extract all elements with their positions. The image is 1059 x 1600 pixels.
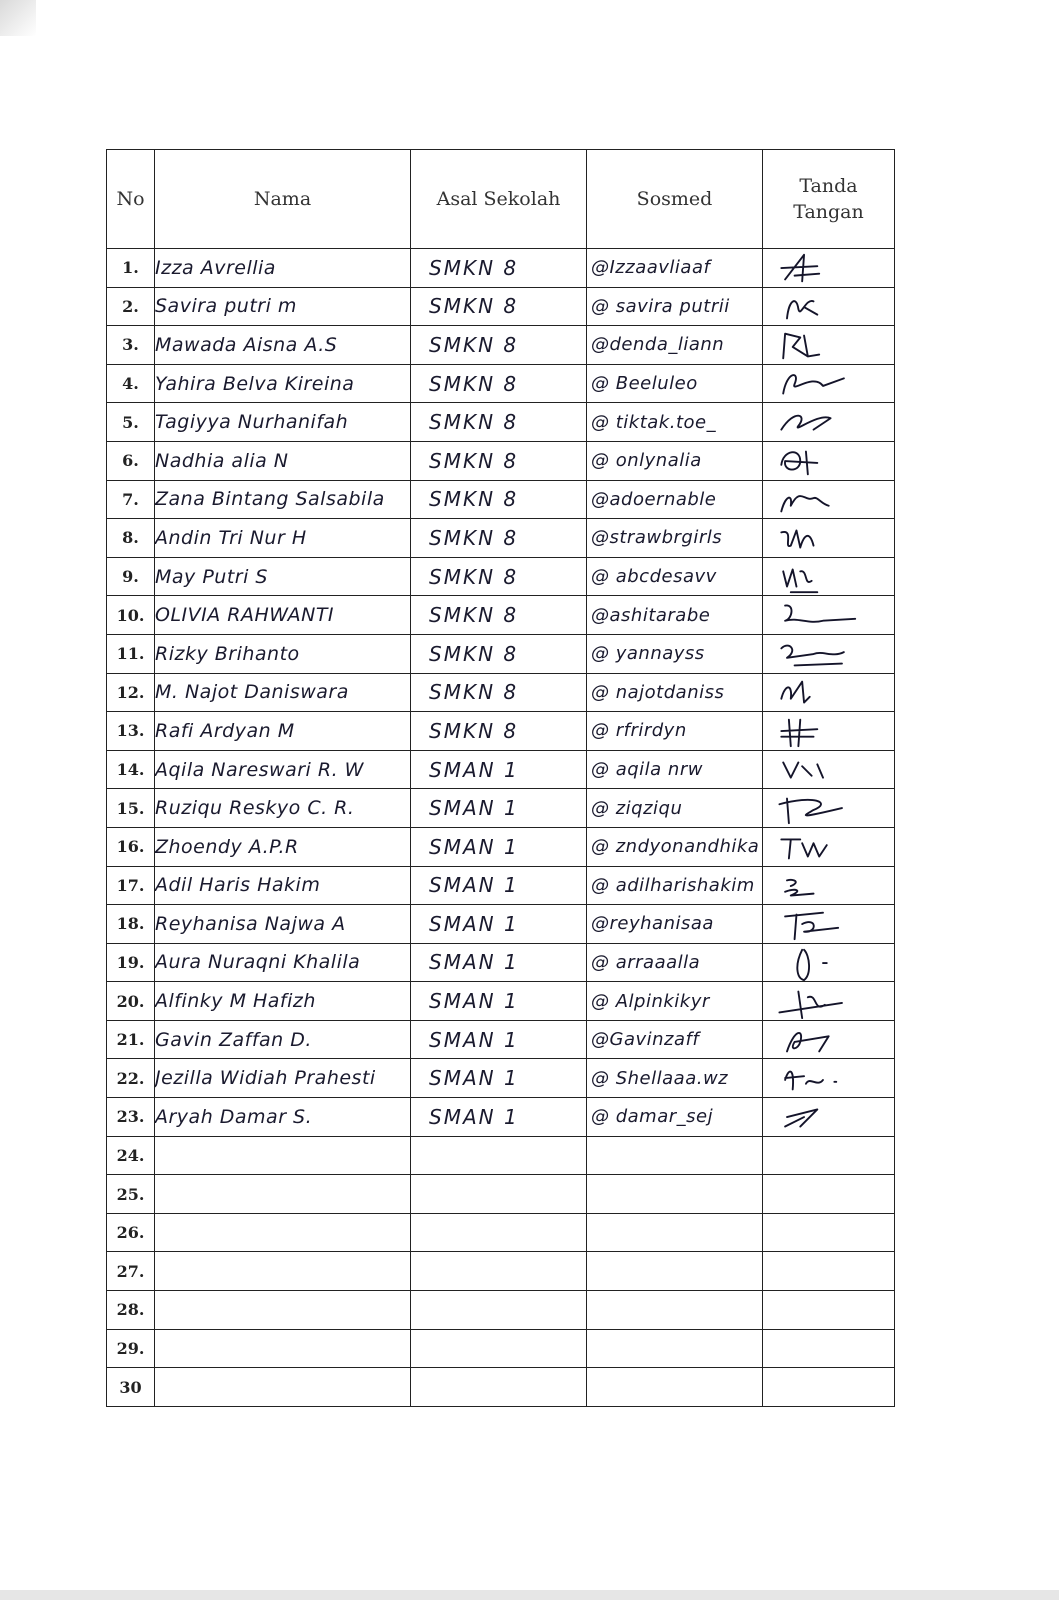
- tanda-tangan-cell: [763, 480, 895, 519]
- row-number: 22.: [107, 1059, 155, 1098]
- table-row: [107, 1020, 895, 1059]
- sosmed-cell: @ Alpinkikyr: [587, 982, 763, 1021]
- tanda-tangan-cell: [763, 905, 895, 944]
- tanda-tangan-cell: [763, 287, 895, 326]
- table-body: [107, 249, 895, 1407]
- sosmed-cell: @ ziqziqu: [587, 789, 763, 828]
- table-row: [107, 1291, 895, 1330]
- asal-sekolah-cell: SMKN 8: [411, 519, 587, 558]
- sosmed-cell: [587, 1213, 763, 1252]
- tanda-tangan-cell: [763, 982, 895, 1021]
- asal-sekolah-cell: SMAN 1: [411, 982, 587, 1021]
- handwritten-signature: [773, 637, 873, 673]
- row-number: 2.: [107, 287, 155, 326]
- sosmed-cell: @ najotdaniss: [587, 673, 763, 712]
- table-row: [107, 1213, 895, 1252]
- handwritten-signature: [773, 598, 873, 634]
- header-row: [107, 150, 895, 249]
- sosmed-cell: @ zndyonandhika: [587, 827, 763, 866]
- handwritten-signature: [773, 367, 873, 403]
- page-corner-shadow: [0, 0, 36, 36]
- nama-cell: Savira putri m: [155, 287, 411, 326]
- asal-sekolah-cell: SMKN 8: [411, 634, 587, 673]
- nama-cell: Tagiyya Nurhanifah: [155, 403, 411, 442]
- nama-cell: Aura Nuraqni Khalila: [155, 943, 411, 982]
- table-row: [107, 1136, 895, 1175]
- sosmed-cell: [587, 1136, 763, 1175]
- table-row: [107, 249, 895, 288]
- table-row: [107, 634, 895, 673]
- handwritten-signature: [773, 869, 873, 905]
- asal-sekolah-cell: [411, 1136, 587, 1175]
- header-nama: Nama: [155, 150, 411, 249]
- sosmed-cell: @ damar_sej: [587, 1098, 763, 1137]
- asal-sekolah-cell: [411, 1291, 587, 1330]
- tanda-tangan-cell: [763, 943, 895, 982]
- sosmed-cell: @ tiktak.toe_: [587, 403, 763, 442]
- nama-cell: [155, 1252, 411, 1291]
- nama-cell: Ruziqu Reskyo C. R.: [155, 789, 411, 828]
- row-number: 3.: [107, 326, 155, 365]
- handwritten-signature: [773, 560, 873, 596]
- handwritten-signature: [773, 676, 873, 712]
- asal-sekolah-cell: SMKN 8: [411, 364, 587, 403]
- handwritten-signature: [773, 521, 873, 557]
- row-number: 15.: [107, 789, 155, 828]
- table-row: [107, 1059, 895, 1098]
- nama-cell: Gavin Zaffan D.: [155, 1020, 411, 1059]
- tanda-tangan-cell: [763, 1368, 895, 1407]
- handwritten-signature: [773, 290, 873, 326]
- asal-sekolah-cell: SMKN 8: [411, 712, 587, 751]
- handwritten-signature: [773, 483, 873, 519]
- table-row: [107, 441, 895, 480]
- sosmed-cell: @denda_liann: [587, 326, 763, 365]
- tanda-tangan-cell: [763, 249, 895, 288]
- tanda-tangan-cell: [763, 1252, 895, 1291]
- table-row: [107, 480, 895, 519]
- row-number: 7.: [107, 480, 155, 519]
- nama-cell: Mawada Aisna A.S: [155, 326, 411, 365]
- nama-cell: Nadhia alia N: [155, 441, 411, 480]
- tanda-tangan-cell: [763, 750, 895, 789]
- tanda-tangan-cell: [763, 596, 895, 635]
- tanda-tangan-cell: [763, 519, 895, 558]
- asal-sekolah-cell: [411, 1252, 587, 1291]
- header-tanda-tangan: Tanda Tangan: [763, 150, 895, 249]
- table-row: [107, 596, 895, 635]
- handwritten-signature: [773, 328, 873, 364]
- row-number: 11.: [107, 634, 155, 673]
- nama-cell: M. Najot Daniswara: [155, 673, 411, 712]
- asal-sekolah-cell: [411, 1368, 587, 1407]
- sosmed-cell: @ adilharishakim: [587, 866, 763, 905]
- table-row: [107, 982, 895, 1021]
- row-number: 17.: [107, 866, 155, 905]
- tanda-tangan-cell: [763, 1175, 895, 1214]
- tanda-tangan-cell: [763, 557, 895, 596]
- tanda-tangan-cell: [763, 1098, 895, 1137]
- nama-cell: May Putri S: [155, 557, 411, 596]
- row-number: 21.: [107, 1020, 155, 1059]
- nama-cell: [155, 1291, 411, 1330]
- attendance-table: [106, 149, 895, 1407]
- row-number: 13.: [107, 712, 155, 751]
- sosmed-cell: @Izzaavliaaf: [587, 249, 763, 288]
- asal-sekolah-cell: SMKN 8: [411, 480, 587, 519]
- tanda-tangan-cell: [763, 1329, 895, 1368]
- header-asal-sekolah: Asal Sekolah: [411, 150, 587, 249]
- asal-sekolah-cell: SMAN 1: [411, 905, 587, 944]
- asal-sekolah-cell: SMAN 1: [411, 750, 587, 789]
- row-number: 12.: [107, 673, 155, 712]
- table-row: [107, 1098, 895, 1137]
- handwritten-signature: [773, 830, 873, 866]
- asal-sekolah-cell: SMKN 8: [411, 326, 587, 365]
- row-number: 5.: [107, 403, 155, 442]
- tanda-tangan-cell: [763, 866, 895, 905]
- tanda-tangan-cell: [763, 1213, 895, 1252]
- tanda-tangan-cell: [763, 1020, 895, 1059]
- asal-sekolah-cell: SMKN 8: [411, 403, 587, 442]
- row-number: 23.: [107, 1098, 155, 1137]
- nama-cell: Yahira Belva Kireina: [155, 364, 411, 403]
- handwritten-signature: [773, 1023, 873, 1059]
- row-number: 28.: [107, 1291, 155, 1330]
- handwritten-signature: [773, 907, 873, 943]
- row-number: 1.: [107, 249, 155, 288]
- tanda-tangan-cell: [763, 1136, 895, 1175]
- asal-sekolah-cell: SMKN 8: [411, 596, 587, 635]
- sosmed-cell: @ashitarabe: [587, 596, 763, 635]
- row-number: 9.: [107, 557, 155, 596]
- tanda-tangan-cell: [763, 634, 895, 673]
- handwritten-signature: [773, 1100, 873, 1136]
- tanda-tangan-cell: [763, 364, 895, 403]
- sosmed-cell: @ aqila nrw: [587, 750, 763, 789]
- tanda-tangan-cell: [763, 673, 895, 712]
- table-row: [107, 1329, 895, 1368]
- handwritten-signature: [773, 405, 873, 441]
- asal-sekolah-cell: SMAN 1: [411, 866, 587, 905]
- sosmed-cell: @Gavinzaff: [587, 1020, 763, 1059]
- asal-sekolah-cell: SMAN 1: [411, 789, 587, 828]
- row-number: 24.: [107, 1136, 155, 1175]
- tanda-tangan-cell: [763, 441, 895, 480]
- row-number: 8.: [107, 519, 155, 558]
- handwritten-signature: [773, 946, 873, 982]
- table-row: [107, 287, 895, 326]
- handwritten-signature: [773, 444, 873, 480]
- nama-cell: Izza Avrellia: [155, 249, 411, 288]
- nama-cell: [155, 1329, 411, 1368]
- row-number: 6.: [107, 441, 155, 480]
- sosmed-cell: @ rfrirdyn: [587, 712, 763, 751]
- table-row: [107, 1175, 895, 1214]
- table-row: [107, 789, 895, 828]
- table-row: [107, 750, 895, 789]
- tanda-tangan-cell: [763, 712, 895, 751]
- nama-cell: Alfinky M Hafizh: [155, 982, 411, 1021]
- sosmed-cell: @adoernable: [587, 480, 763, 519]
- tanda-tangan-cell: [763, 403, 895, 442]
- asal-sekolah-cell: SMAN 1: [411, 827, 587, 866]
- table-row: [107, 326, 895, 365]
- sosmed-cell: @ Beeluleo: [587, 364, 763, 403]
- sosmed-cell: @ abcdesavv: [587, 557, 763, 596]
- tanda-tangan-cell: [763, 326, 895, 365]
- asal-sekolah-cell: [411, 1329, 587, 1368]
- row-number: 10.: [107, 596, 155, 635]
- table-row: [107, 866, 895, 905]
- table-row: [107, 364, 895, 403]
- asal-sekolah-cell: SMKN 8: [411, 673, 587, 712]
- sosmed-cell: [587, 1291, 763, 1330]
- table-row: [107, 519, 895, 558]
- row-number: 29.: [107, 1329, 155, 1368]
- handwritten-signature: [773, 1061, 873, 1097]
- handwritten-signature: [773, 251, 873, 287]
- row-number: 20.: [107, 982, 155, 1021]
- nama-cell: Aryah Damar S.: [155, 1098, 411, 1137]
- nama-cell: Rizky Brihanto: [155, 634, 411, 673]
- nama-cell: Zhoendy A.P.R: [155, 827, 411, 866]
- sosmed-cell: @ yannayss: [587, 634, 763, 673]
- sosmed-cell: @ onlynalia: [587, 441, 763, 480]
- sosmed-cell: [587, 1368, 763, 1407]
- asal-sekolah-cell: SMAN 1: [411, 1098, 587, 1137]
- sosmed-cell: @ arraaalla: [587, 943, 763, 982]
- handwritten-signature: [773, 791, 873, 827]
- row-number: 18.: [107, 905, 155, 944]
- sosmed-cell: [587, 1252, 763, 1291]
- handwritten-signature: [773, 753, 873, 789]
- row-number: 27.: [107, 1252, 155, 1291]
- row-number: 16.: [107, 827, 155, 866]
- table-row: [107, 1368, 895, 1407]
- asal-sekolah-cell: SMAN 1: [411, 1020, 587, 1059]
- sosmed-cell: @reyhanisaa: [587, 905, 763, 944]
- tanda-tangan-cell: [763, 1291, 895, 1330]
- sosmed-cell: @ savira putrii: [587, 287, 763, 326]
- row-number: 30: [107, 1368, 155, 1407]
- asal-sekolah-cell: SMKN 8: [411, 557, 587, 596]
- table-row: [107, 1252, 895, 1291]
- tanda-tangan-cell: [763, 827, 895, 866]
- table-row: [107, 905, 895, 944]
- nama-cell: Reyhanisa Najwa A: [155, 905, 411, 944]
- row-number: 4.: [107, 364, 155, 403]
- handwritten-signature: [773, 984, 873, 1020]
- asal-sekolah-cell: SMAN 1: [411, 943, 587, 982]
- header-no: No: [107, 150, 155, 249]
- row-number: 26.: [107, 1213, 155, 1252]
- table-row: [107, 712, 895, 751]
- asal-sekolah-cell: SMKN 8: [411, 249, 587, 288]
- tanda-tangan-cell: [763, 789, 895, 828]
- nama-cell: [155, 1136, 411, 1175]
- nama-cell: Andin Tri Nur H: [155, 519, 411, 558]
- page-bottom-edge: [0, 1590, 1059, 1600]
- row-number: 19.: [107, 943, 155, 982]
- nama-cell: Zana Bintang Salsabila: [155, 480, 411, 519]
- asal-sekolah-cell: SMKN 8: [411, 441, 587, 480]
- table-row: [107, 827, 895, 866]
- nama-cell: Jezilla Widiah Prahesti: [155, 1059, 411, 1098]
- sosmed-cell: @ Shellaaa.wz: [587, 1059, 763, 1098]
- table-row: [107, 557, 895, 596]
- nama-cell: Rafi Ardyan M: [155, 712, 411, 751]
- nama-cell: [155, 1175, 411, 1214]
- asal-sekolah-cell: SMKN 8: [411, 287, 587, 326]
- asal-sekolah-cell: SMAN 1: [411, 1059, 587, 1098]
- nama-cell: [155, 1213, 411, 1252]
- nama-cell: Adil Haris Hakim: [155, 866, 411, 905]
- sosmed-cell: @strawbrgirls: [587, 519, 763, 558]
- tanda-tangan-cell: [763, 1059, 895, 1098]
- sosmed-cell: [587, 1175, 763, 1214]
- asal-sekolah-cell: [411, 1175, 587, 1214]
- table-row: [107, 943, 895, 982]
- table-row: [107, 403, 895, 442]
- header-sosmed: Sosmed: [587, 150, 763, 249]
- row-number: 14.: [107, 750, 155, 789]
- nama-cell: [155, 1368, 411, 1407]
- nama-cell: OLIVIA RAHWANTI: [155, 596, 411, 635]
- handwritten-signature: [773, 714, 873, 750]
- asal-sekolah-cell: [411, 1213, 587, 1252]
- row-number: 25.: [107, 1175, 155, 1214]
- sosmed-cell: [587, 1329, 763, 1368]
- nama-cell: Aqila Nareswari R. W: [155, 750, 411, 789]
- table-row: [107, 673, 895, 712]
